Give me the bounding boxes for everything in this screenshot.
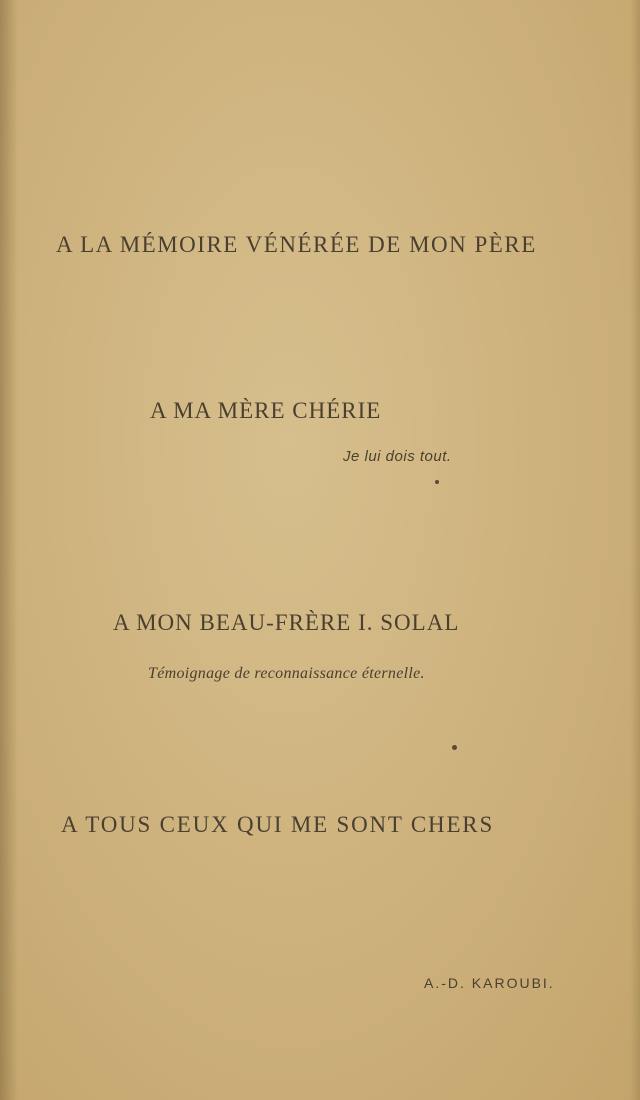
dedication-mother: A MA MÈRE CHÉRIE — [150, 398, 382, 423]
ornament-dot — [435, 480, 439, 484]
page-edge-shadow — [0, 0, 18, 1100]
dedication-mother-note: Je lui dois tout. — [343, 448, 452, 465]
page-edge-shadow-right — [630, 0, 640, 1100]
ornament-dot — [452, 745, 457, 750]
dedication-brother-in-law: A MON BEAU-FRÈRE I. SOLAL — [113, 610, 460, 635]
dedication-father: A LA MÉMOIRE VÉNÉRÉE DE MON PÈRE — [56, 232, 537, 257]
dedication-loved-ones: A TOUS CEUX QUI ME SONT CHERS — [61, 812, 495, 837]
dedication-brother-in-law-note: Témoignage de reconnaissance éternelle. — [148, 665, 425, 682]
author-signature: A.-D. KAROUBI. — [424, 975, 555, 991]
